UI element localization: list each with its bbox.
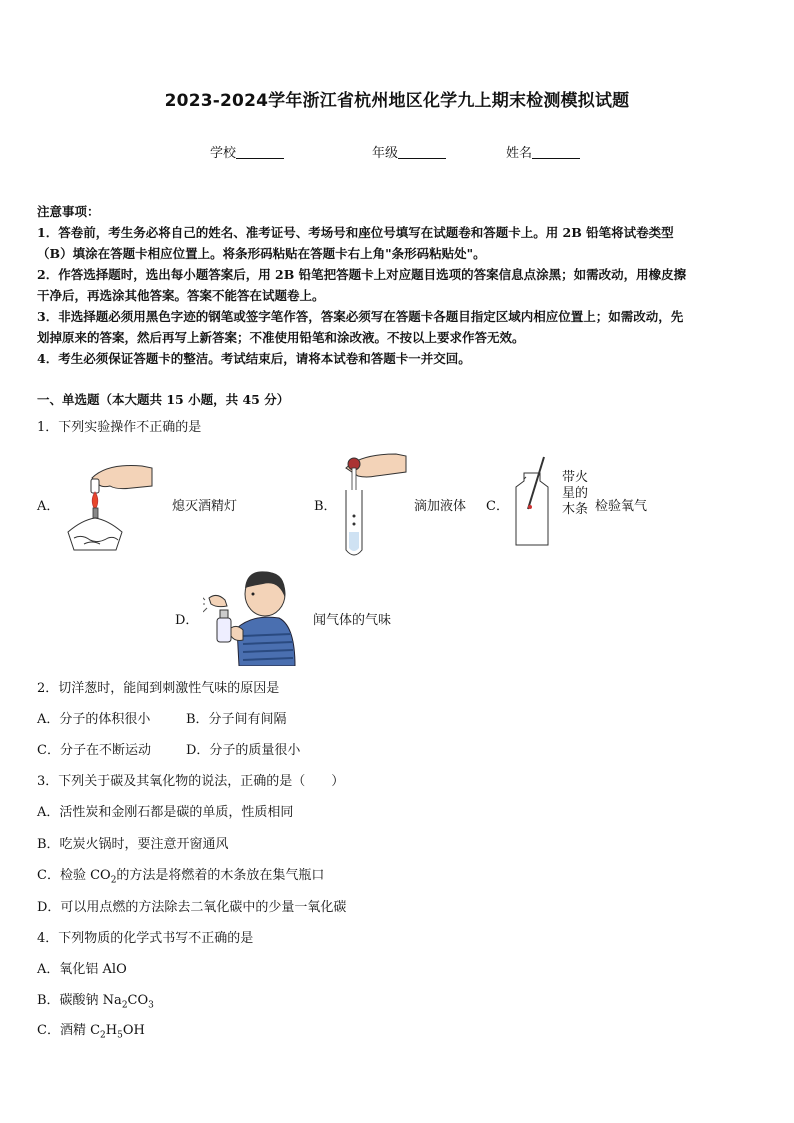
q4-b-sub2: 3	[148, 1000, 154, 1011]
q2-stem: 2．切洋葱时，能闻到刺激性气味的原因是	[37, 681, 280, 696]
dropper-test-tube-image	[336, 450, 408, 562]
notice-item3-a: 3．非选择题必须用黑色字迹的钢笔或签字笔作答，答案必须写在答题卡各题目指定区域内相应位置上；如需改动，先	[37, 309, 684, 324]
q2-option-b: B．分子间有间隔	[186, 712, 287, 727]
school-field	[210, 142, 284, 161]
q3-option-a: A．活性炭和金刚石都是碳的单质，性质相同	[37, 805, 294, 820]
q4-b-sub1: 2	[121, 1000, 128, 1011]
q3-c-pre: C．检验 CO	[37, 868, 111, 883]
section-heading: 一、单选题（本大题共 15 小题，共 45 分）	[37, 392, 290, 407]
c-caption-line2: 星的	[562, 486, 589, 501]
c-caption-line3: 木条	[562, 502, 589, 517]
q3-c-sub: 2	[110, 875, 117, 886]
q4-option-c	[37, 1019, 145, 1041]
q4-b-mid: CO	[127, 993, 149, 1008]
q1-option-b-text: 滴加液体	[414, 499, 467, 514]
q3-c-post: 的方法是将燃着的木条放在集气瓶口	[116, 868, 325, 883]
q4-c-sub1: 2	[100, 1030, 106, 1041]
q3-stem: 3．下列关于碳及其氧化物的说法，正确的是（ ）	[37, 774, 345, 789]
q2-option-d: D．分子的质量很小	[186, 743, 301, 758]
q4-c-mid1: H	[105, 1023, 118, 1038]
q3-option-d: D．可以用点燃的方法除去二氧化碳中的少量一氧化碳	[37, 900, 347, 915]
school-blank	[236, 146, 284, 159]
school-label: 学校	[210, 146, 237, 161]
notice-item2-b: 干净后，再选涂其他答案。答案不能答在试题卷上。	[37, 288, 325, 303]
notice-heading: 注意事项：	[37, 204, 100, 219]
q4-b-pre: B．碳酸钠 Na	[37, 993, 122, 1008]
q1-stem: 1．下列实验操作不正确的是	[37, 420, 202, 435]
grade-label: 年级	[372, 146, 399, 161]
alcohol-lamp-image	[62, 458, 154, 558]
q1-option-d-label: D．	[175, 613, 199, 628]
grade-blank	[398, 146, 446, 159]
gas-bottle-image	[510, 455, 560, 547]
c-caption-line1: 带火	[562, 470, 589, 485]
q3-option-b: B．吃炭火锅时，要注意开窗通风	[37, 837, 229, 852]
grade-field	[372, 142, 446, 161]
q1-option-b-label: B．	[314, 499, 337, 514]
notice-item1-a: 1．答卷前，考生务必将自己的姓名、准考证号、考场号和座位号填写在试题卷和答题卡上。用 2B 铅笔将试卷类型	[37, 225, 674, 240]
q1-option-c-image-caption	[562, 470, 588, 518]
q1-option-a-text: 熄灭酒精灯	[172, 499, 238, 514]
q2-option-c: C．分子在不断运动	[37, 743, 151, 758]
name-label: 姓名	[506, 146, 533, 161]
notice-item4: 4．考生必须保证答题卡的整洁。考试结束后，请将本试卷和答题卡一并交回。	[37, 351, 471, 366]
q1-option-c-text: 检验氧气	[595, 499, 648, 514]
smelling-gas-image	[203, 570, 298, 666]
q4-c-mid2: OH	[122, 1023, 145, 1038]
q4-option-a: A．氧化铝 AlO	[37, 962, 127, 977]
q1-option-d-text: 闻气体的气味	[313, 613, 392, 628]
q4-option-b	[37, 989, 154, 1011]
q4-c-sub2: 5	[117, 1030, 123, 1041]
page-title: 2023-2024学年浙江省杭州地区化学九上期末检测模拟试题	[164, 91, 630, 111]
q1-option-a-label: A．	[37, 499, 60, 514]
q4-stem: 4．下列物质的化学式书写不正确的是	[37, 931, 254, 946]
name-field	[506, 142, 580, 161]
q4-c-pre: C．酒精 C	[37, 1023, 101, 1038]
notice-item1-b: （B）填涂在答题卡相应位置上。将条形码粘贴在答题卡右上角"条形码粘贴处"。	[37, 246, 486, 261]
name-blank	[532, 146, 580, 159]
q3-option-c	[37, 864, 324, 886]
notice-item2-a: 2．作答选择题时，选出每小题答案后，用 2B 铅笔把答题卡上对应题目选项的答案信息点涂黑；如需改动，用橡皮擦	[37, 267, 687, 282]
q2-option-a: A．分子的体积很小	[37, 712, 151, 727]
notice-item3-b: 划掉原来的答案，然后再写上新答案；不准使用铅笔和涂改液。不按以上要求作答无效。	[37, 330, 525, 345]
q1-option-c-label: C．	[486, 499, 509, 514]
